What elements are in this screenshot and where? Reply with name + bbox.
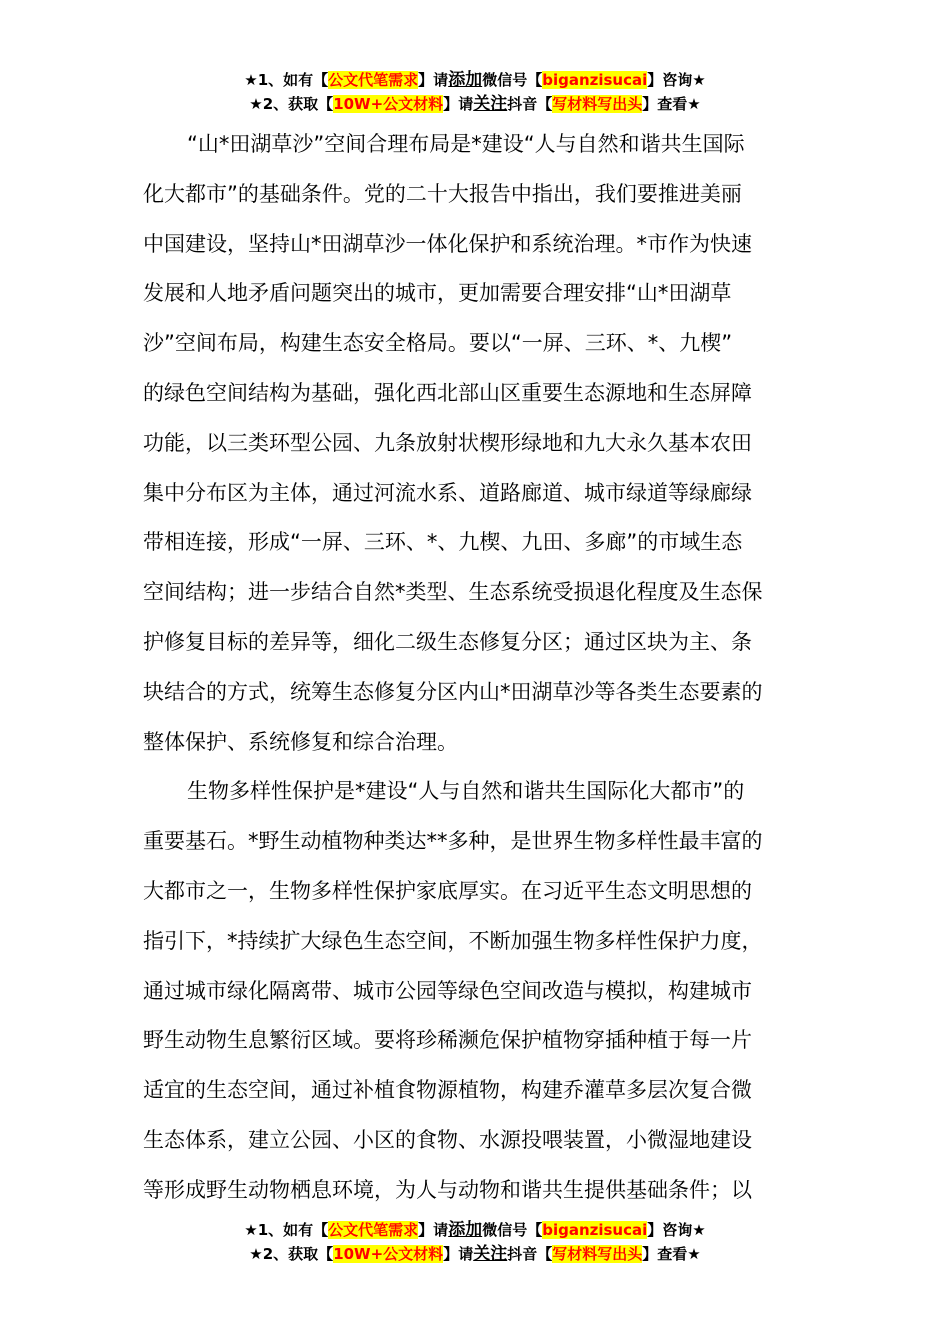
paragraph-line: 的绿色空间结构为基础，强化西北部山区重要生态源地和生态屏障 <box>143 380 752 405</box>
banner-text: 】请 <box>418 1221 449 1239</box>
paragraph-line: 带相连接，形成“一屏、三环、*、九楔、九田、多廊”的市域生态 <box>143 530 743 555</box>
wechat-id: biganzisucai <box>542 71 648 89</box>
banner-text: 】咨询★ <box>647 71 706 89</box>
paragraph-line: 发展和人地矛盾问题突出的城市，更加需要合理安排“山*田湖草 <box>143 281 732 306</box>
underlined-text: 添加 <box>448 1220 483 1240</box>
paragraph-line: 指引下，*持续扩大绿色生态空间，不断加强生物多样性保护力度， <box>143 928 763 953</box>
document-body <box>143 120 813 1216</box>
paragraph-line: 生物多样性保护是*建设“人与自然和谐共生国际化大都市”的 <box>187 779 745 804</box>
paragraph-line: 通过城市绿化隔离带、城市公园等绿色空间改造与模拟，构建城市 <box>143 978 752 1003</box>
banner-text: 微信号【 <box>482 1221 543 1239</box>
paragraph-line: “山*田湖草沙”空间合理布局是*建设“人与自然和谐共生国际 <box>187 132 745 156</box>
banner-text: 】请 <box>443 95 474 113</box>
paragraph-line: 空间结构；进一步结合自然*类型、生态系统受损退化程度及生态保 <box>143 580 763 605</box>
paragraph-line: 块结合的方式，统筹生态修复分区内山*田湖草沙等各类生态要素的 <box>143 679 763 704</box>
highlight-text: 10W+公文材料 <box>333 95 444 113</box>
paragraph-line: 护修复目标的差异等，细化二级生态修复分区；通过区块为主、条 <box>143 629 752 654</box>
douyin-account: 写材料写出头 <box>552 95 643 113</box>
banner-text: 抖音【 <box>507 95 553 113</box>
banner-line-2 <box>0 92 950 116</box>
banner-text: ★1、如有【 <box>244 1221 329 1239</box>
paragraph-line: 野生动物生息繁衍区域。要将珍稀濒危保护植物穿插种植于每一片 <box>143 1028 752 1053</box>
highlight-text: 10W+公文材料 <box>333 1245 444 1263</box>
wechat-id: biganzisucai <box>542 1221 648 1239</box>
banner-text: ★2、获取【 <box>249 95 334 113</box>
highlight-text: 公文代笔需求 <box>328 71 419 89</box>
paragraph-line: 重要基石。*野生动植物种类达**多种，是世界生物多样性最丰富的 <box>143 829 763 854</box>
paragraph-line: 生态体系，建立公园、小区的食物、水源投喂装置，小微湿地建设 <box>143 1127 752 1152</box>
banner-text: 微信号【 <box>482 71 543 89</box>
paragraph-line: 中国建设，坚持山*田湖草沙一体化保护和系统治理。*市作为快速 <box>143 231 752 256</box>
banner-text: 】咨询★ <box>647 1221 706 1239</box>
header-banner <box>0 68 950 116</box>
banner-text: 】请 <box>443 1245 474 1263</box>
banner-line-2 <box>0 1242 950 1266</box>
underlined-text: 关注 <box>473 1244 508 1264</box>
banner-text: 】查看★ <box>642 1245 701 1263</box>
douyin-account: 写材料写出头 <box>552 1245 643 1263</box>
paragraph-line: 大都市之一，生物多样性保护家底厚实。在习近平生态文明思想的 <box>143 878 752 903</box>
paragraph-line: 等形成野生动物栖息环境，为人与动物和谐共生提供基础条件；以 <box>143 1177 752 1202</box>
paragraph-line: 集中分布区为主体，通过河流水系、道路廊道、城市绿道等绿廊绿 <box>143 480 752 505</box>
footer-banner <box>0 1218 950 1266</box>
banner-text: ★2、获取【 <box>249 1245 334 1263</box>
paragraph-line: 整体保护、系统修复和综合治理。 <box>143 729 458 754</box>
underlined-text: 关注 <box>473 94 508 114</box>
paragraph-line: 化大都市”的基础条件。党的二十大报告中指出，我们要推进美丽 <box>143 181 742 206</box>
banner-line-1 <box>0 1218 950 1242</box>
banner-line-1 <box>0 68 950 92</box>
paragraph-line: 适宜的生态空间，通过补植食物源植物，构建乔灌草多层次复合微 <box>143 1078 752 1103</box>
highlight-text: 公文代笔需求 <box>328 1221 419 1239</box>
banner-text: 抖音【 <box>507 1245 553 1263</box>
banner-text: 】请 <box>418 71 449 89</box>
banner-text: ★1、如有【 <box>244 71 329 89</box>
paragraph-line: 沙”空间布局，构建生态安全格局。要以“一屏、三环、*、九楔” <box>143 331 733 356</box>
paragraph-line: 功能，以三类环型公园、九条放射状楔形绿地和九大永久基本农田 <box>143 430 752 455</box>
underlined-text: 添加 <box>448 70 483 90</box>
banner-text: 】查看★ <box>642 95 701 113</box>
